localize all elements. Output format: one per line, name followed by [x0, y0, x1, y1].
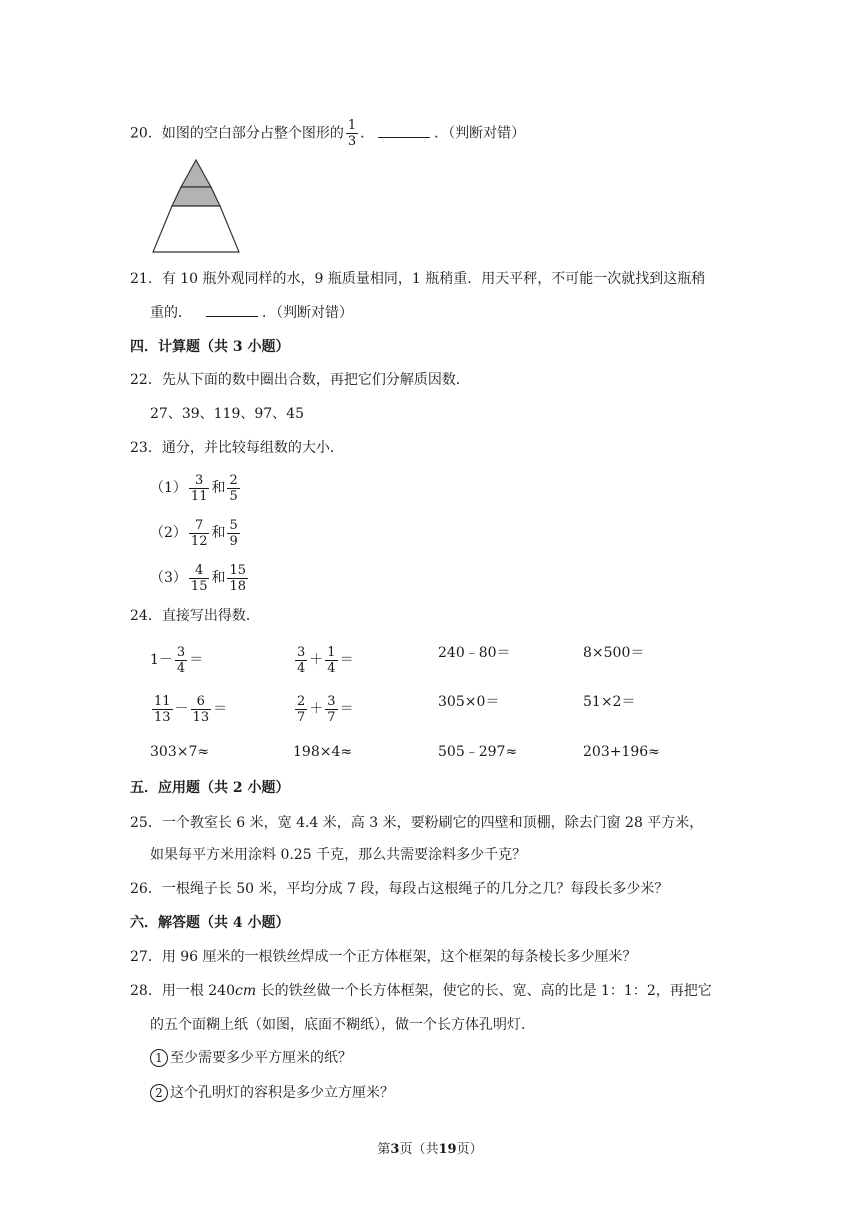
operator: ＋ [309, 652, 324, 668]
equals: ＝ [189, 652, 204, 668]
numerator: 1 [347, 118, 357, 133]
question-26: 26．一根绳子长 50 米，平均分成 7 段，每段占这根绳子的几分之几？每段长多少米？ [130, 881, 669, 897]
denominator: 18 [229, 578, 247, 594]
expr-part: 1－ [150, 652, 173, 668]
question-text: 重的． [150, 305, 192, 321]
page-footer [0, 1138, 860, 1157]
question-28-sub-2 [150, 1083, 394, 1103]
denominator: 13 [192, 709, 210, 725]
fraction [295, 645, 307, 676]
numerator: 2 [297, 693, 306, 709]
fraction [189, 473, 210, 504]
sub-question-text: 这个孔明灯的容积是多少立方厘米？ [170, 1085, 394, 1101]
numerator: 3 [189, 473, 210, 489]
question-23-item-1 [150, 470, 242, 506]
fraction [227, 563, 248, 594]
item-label: （3） [150, 570, 187, 586]
judge-hint: ．（判断对错） [262, 305, 353, 321]
footer-text: 页（共 [399, 1142, 439, 1157]
calc-r3-c1: 303×7≈ [150, 744, 210, 760]
calc-r2-c1 [150, 691, 227, 727]
question-28-line-2: 的五个面糊上纸（如图，底面不糊纸），做一个长方体孔明灯． [150, 1017, 535, 1033]
triangle-shaded-top [181, 160, 211, 187]
answer-blank[interactable] [206, 303, 258, 317]
question-text: 如图的空白部分占整个图形的 [161, 125, 344, 142]
circled-number: 1 [150, 1049, 168, 1067]
page-total: 19 [438, 1142, 457, 1157]
denominator: 4 [176, 660, 186, 676]
calc-r1-c4: 8×500＝ [583, 645, 645, 661]
numerator: 6 [191, 694, 212, 710]
calc-r3-c3: 505﹣297≈ [438, 744, 518, 760]
question-23-item-3 [150, 560, 250, 596]
question-number: 20． [130, 125, 162, 142]
question-21-line-1: 21．有 10 瓶外观同样的水，9 瓶质量相同，1 瓶稍重．用天平秤，不可能一次就找到这瓶稍 [130, 271, 706, 287]
sub-question-text: 至少需要多少平方厘米的纸？ [170, 1050, 352, 1066]
question-22-numbers: 27、39、119、97、45 [150, 406, 304, 422]
equals: ＝ [339, 701, 354, 717]
question-25-line-1: 25．一个教室长 6 米，宽 4.4 米，高 3 米，要粉刷它的四壁和顶棚，除去门窗 28 平方米， [130, 815, 704, 831]
denominator: 7 [297, 709, 306, 725]
denominator: 12 [190, 533, 208, 549]
denominator: 3 [347, 134, 357, 149]
triangle-figure [150, 158, 242, 254]
fraction [325, 645, 337, 676]
numerator: 3 [297, 644, 306, 660]
punct: ． [360, 125, 375, 142]
question-25-line-2: 如果每平方米用涂料 0.25 千克，那么共需要涂料多少千克？ [150, 847, 527, 863]
question-24-line-1: 24．直接写出得数． [130, 608, 260, 624]
calc-r1-c1 [150, 642, 203, 678]
numerator: 7 [189, 518, 210, 534]
calc-r2-c3: 305×0＝ [438, 694, 500, 710]
unit: cm [235, 983, 257, 999]
section-heading-4: 四．计算题（共 3 小题） [130, 339, 290, 355]
triangle-shaded-middle [172, 187, 220, 206]
calc-r2-c4: 51×2＝ [583, 694, 636, 710]
item-label: （1） [150, 480, 187, 496]
denominator: 4 [327, 660, 336, 676]
fraction [189, 563, 210, 594]
question-28-line-1 [130, 981, 712, 1001]
triangle-blank-bottom [153, 206, 239, 252]
denominator: 5 [229, 488, 238, 504]
question-27: 27．用 96 厘米的一根铁丝焊成一个正方体框架，这个框架的每条棱长多少厘米？ [130, 949, 637, 965]
denominator: 9 [229, 533, 238, 549]
question-21-line-2 [150, 303, 353, 323]
fraction [189, 518, 210, 549]
connector: 和 [211, 570, 226, 586]
question-text: 长的铁丝做一个长方体框架，使它的长、宽、高的比是 1：1：2，再把它 [256, 983, 712, 999]
denominator: 15 [190, 578, 208, 594]
equals: ＝ [339, 652, 354, 668]
question-text: 28．用一根 240 [130, 983, 235, 999]
numerator: 15 [229, 562, 247, 578]
numerator: 5 [229, 517, 238, 533]
operator: ＋ [309, 701, 324, 717]
fraction [325, 694, 337, 725]
calc-r3-c2: 198×4≈ [293, 744, 353, 760]
item-label: （2） [150, 525, 187, 541]
numerator: 11 [154, 693, 171, 709]
numerator: 2 [229, 472, 238, 488]
numerator: 4 [189, 563, 210, 579]
footer-text: 第 [377, 1142, 391, 1157]
equals: ＝ [213, 701, 228, 717]
question-28-sub-1 [150, 1048, 352, 1068]
connector: 和 [211, 480, 226, 496]
fraction [227, 518, 239, 549]
fraction [295, 694, 307, 725]
denominator: 7 [327, 709, 336, 725]
denominator: 4 [297, 660, 306, 676]
judge-hint: ．（判断对错） [434, 125, 526, 142]
question-20 [130, 118, 525, 149]
operator: － [174, 701, 189, 717]
section-heading-5: 五．应用题（共 2 小题） [130, 780, 290, 796]
fraction [152, 694, 173, 725]
fraction [191, 694, 212, 725]
numerator: 3 [327, 693, 336, 709]
page-number: 3 [390, 1142, 400, 1157]
fraction [227, 473, 239, 504]
question-23-item-2 [150, 515, 242, 551]
calc-r1-c3: 240﹣80＝ [438, 645, 511, 661]
circled-number: 2 [150, 1084, 168, 1102]
answer-blank[interactable] [378, 124, 430, 138]
fraction [346, 118, 358, 149]
footer-text: 页） [456, 1142, 483, 1157]
question-22-line-1: 22．先从下面的数中圈出合数，再把它们分解质因数． [130, 372, 470, 388]
question-23-line-1: 23．通分，并比较每组数的大小． [130, 440, 344, 456]
calc-r2-c2 [293, 691, 354, 727]
numerator: 3 [176, 644, 186, 660]
fraction [175, 645, 187, 676]
calc-r1-c2 [293, 642, 354, 678]
numerator: 1 [327, 644, 336, 660]
connector: 和 [211, 525, 226, 541]
denominator: 11 [190, 488, 208, 504]
denominator: 13 [154, 709, 171, 725]
calc-r3-c4: 203+196≈ [583, 744, 660, 760]
section-heading-6: 六．解答题（共 4 小题） [130, 915, 290, 931]
